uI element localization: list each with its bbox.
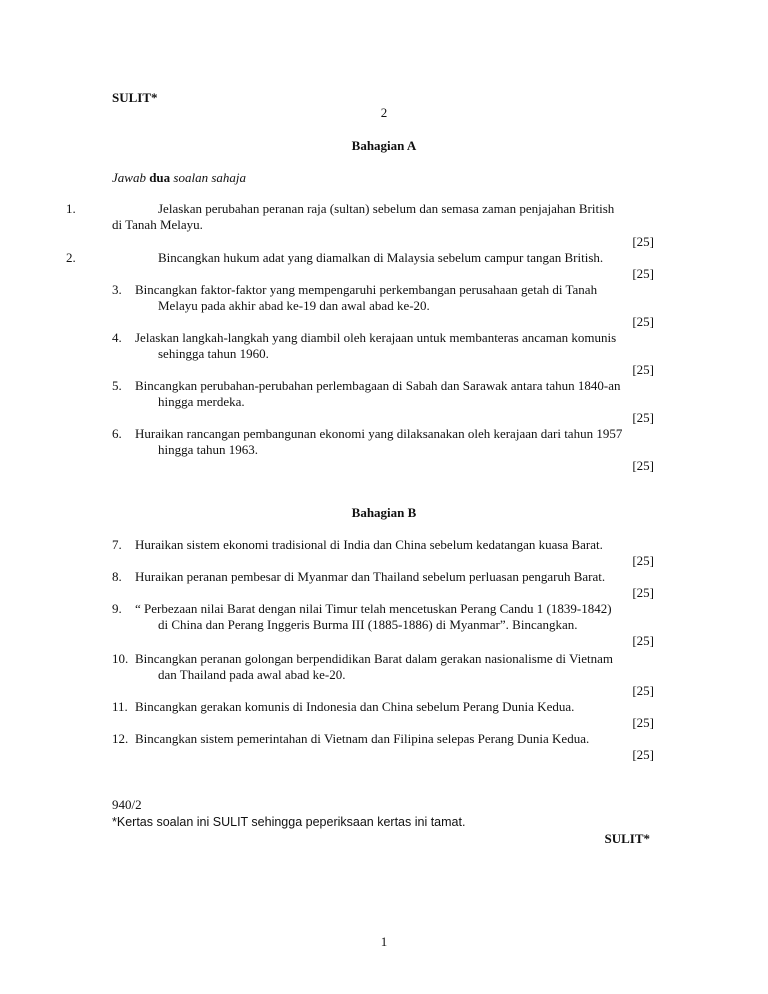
question-text-line: Huraikan rancangan pembangunan ekonomi yang dilaksanakan oleh kerajaan dari tahun 1957 xyxy=(135,426,623,441)
question-text-line: Bincangkan hukum adat yang diamalkan di Malaysia sebelum campur tangan British. xyxy=(158,250,604,265)
question-mark: [25] xyxy=(632,747,654,762)
question-text-line: hingga merdeka. xyxy=(158,394,245,409)
question-text-line: Huraikan sistem ekonomi tradisional di India dan China sebelum kedatangan kuasa Barat. xyxy=(135,537,603,552)
question-2 xyxy=(66,250,656,266)
question-mark: [25] xyxy=(632,314,654,329)
question-mark: [25] xyxy=(632,553,654,568)
question-number: 5. xyxy=(112,378,122,393)
question-text-line: Huraikan peranan pembesar di Myanmar dan Thailand sebelum perluasan pengaruh Barat. xyxy=(135,569,606,584)
section-b-title: Bahagian B xyxy=(351,505,417,520)
question-text-line: Bincangkan peranan golongan berpendidikan Barat dalam gerakan nasionalisme di Vietnam xyxy=(135,651,614,666)
question-8 xyxy=(112,569,656,585)
question-10 xyxy=(112,651,656,683)
question-number: 7. xyxy=(112,537,122,552)
question-6 xyxy=(112,426,656,458)
question-text-line: sehingga tahun 1960. xyxy=(158,346,269,361)
question-text-line: di China dan Perang Inggeris Burma III (1885-1886) di Myanmar”. Bincangkan. xyxy=(158,617,578,632)
header-sulit: SULIT* xyxy=(112,90,158,105)
question-mark: [25] xyxy=(632,458,654,473)
question-7 xyxy=(112,537,656,553)
question-text-line: dan Thailand pada awal abad ke-20. xyxy=(158,667,346,682)
header-page-number: 2 xyxy=(380,105,388,120)
question-mark: [25] xyxy=(632,715,654,730)
question-3 xyxy=(112,282,656,314)
instruction-part3: soalan sahaja xyxy=(173,170,247,185)
question-number: 9. xyxy=(112,601,122,616)
confidential-note: *Kertas soalan ini SULIT sehingga peperiksaan kertas ini tamat. xyxy=(112,815,466,829)
question-number: 2. xyxy=(66,250,76,265)
question-text-line: Jelaskan langkah-langkah yang diambil oleh kerajaan untuk membanteras ancaman komunis xyxy=(135,330,617,345)
question-1 xyxy=(66,201,656,233)
question-4 xyxy=(112,330,656,362)
question-9 xyxy=(112,601,656,633)
question-number: 1. xyxy=(66,201,76,216)
question-text-line: Bincangkan gerakan komunis di Indonesia dan China sebelum Perang Dunia Kedua. xyxy=(135,699,575,714)
question-text-line: Jelaskan perubahan peranan raja (sultan) sebelum dan semasa zaman penjajahan British xyxy=(158,201,615,216)
question-mark: [25] xyxy=(632,234,654,249)
footer-sulit: SULIT* xyxy=(604,831,650,846)
question-5 xyxy=(112,378,656,410)
question-text-line: hingga tahun 1963. xyxy=(158,442,259,457)
question-mark: [25] xyxy=(632,362,654,377)
question-number: 12. xyxy=(112,731,129,746)
question-mark: [25] xyxy=(632,410,654,425)
question-text-line: Melayu pada akhir abad ke-19 dan awal abad ke-20. xyxy=(158,298,430,313)
instruction-part1: Jawab xyxy=(112,170,146,185)
instruction-part2: dua xyxy=(149,170,171,185)
instruction xyxy=(112,170,246,186)
question-number: 11. xyxy=(112,699,128,714)
question-mark: [25] xyxy=(632,633,654,648)
question-text-line: di Tanah Melayu. xyxy=(112,217,203,232)
question-number: 6. xyxy=(112,426,122,441)
question-number: 3. xyxy=(112,282,122,297)
question-number: 4. xyxy=(112,330,122,345)
question-11 xyxy=(112,699,656,715)
section-a-title: Bahagian A xyxy=(351,138,417,153)
question-mark: [25] xyxy=(632,585,654,600)
paper-code: 940/2 xyxy=(112,797,142,812)
question-text-line: Bincangkan faktor-faktor yang mempengaruhi perkembangan perusahaan getah di Tanah xyxy=(135,282,598,297)
question-text-line: “ Perbezaan nilai Barat dengan nilai Timur telah mencetuskan Perang Candu 1 (1839-1842) xyxy=(135,601,612,616)
question-number: 10. xyxy=(112,651,129,666)
question-number: 8. xyxy=(112,569,122,584)
question-text-line: Bincangkan perubahan-perubahan perlembagaan di Sabah dan Sarawak antara tahun 1840-an xyxy=(135,378,621,393)
question-12 xyxy=(112,731,656,747)
page-number: 1 xyxy=(380,934,388,949)
question-mark: [25] xyxy=(632,266,654,281)
question-text-line: Bincangkan sistem pemerintahan di Vietnam dan Filipina selepas Perang Dunia Kedua. xyxy=(135,731,590,746)
question-mark: [25] xyxy=(632,683,654,698)
